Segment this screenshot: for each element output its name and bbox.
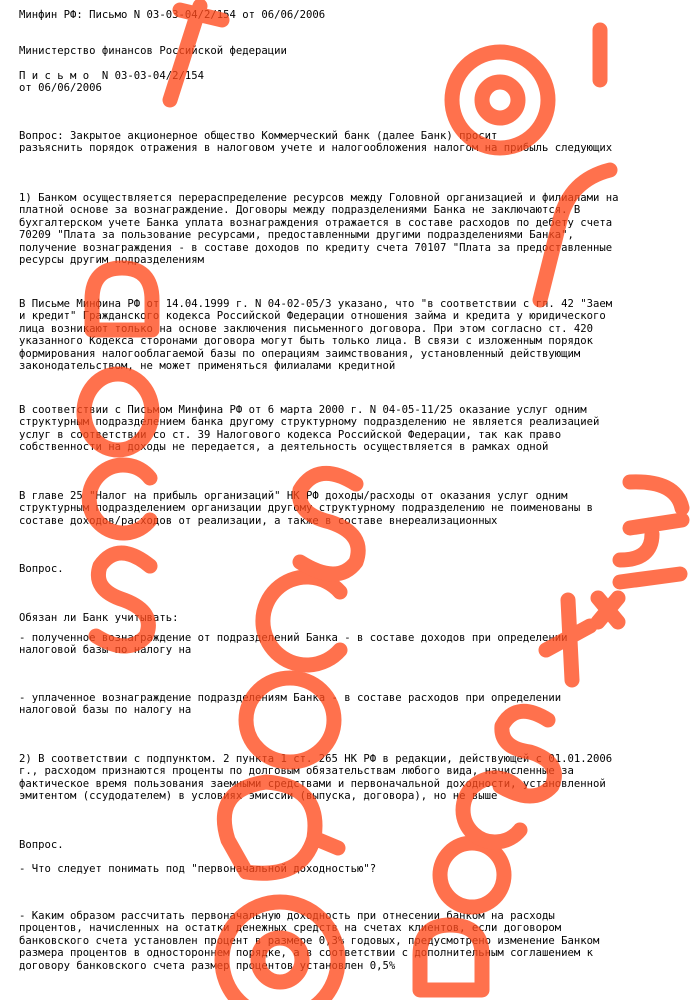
paragraph-line: Вопрос. <box>19 839 64 851</box>
letter-title: П и с ь м о N 03-03-04/2/154 <box>19 70 204 82</box>
watermark-letter-c2 <box>263 577 340 665</box>
paragraph-line: налоговой базы по налогу на <box>19 704 192 717</box>
paragraph-line: платной основе за вознаграждение. Договоры между подразделениями Банка не заключаются. В <box>19 204 581 217</box>
paragraph-line: эмитентом (ссудодателем) в условиях эмиссии (выпуска, договора), но не выше <box>19 790 498 803</box>
paragraph-line: лица возникают только на основе заключения письменного договора. При этом согласно ст. 420 <box>19 322 594 335</box>
paragraph-line: Вопрос: Закрытое акционерное общество Коммерческий банк (далее Банк) просит <box>19 130 498 142</box>
paragraph-line: структурным подразделением организации другому структурному подразделению не поименованы в <box>19 502 594 515</box>
paragraph-line: г., расходом признаются проценты по долговым обязательствам любого вида, начисленные за <box>19 765 574 778</box>
paragraph-line: - полученное вознаграждение от подразделений Банка - в составе доходов при определении <box>19 632 568 644</box>
paragraph-line: собственности на доходы не передается, а деятельность осуществляется в рамках одной <box>19 441 549 454</box>
paragraph-line: Обязан ли Банк учитывать: <box>19 612 179 624</box>
paragraph-line: составе доходов/расходов от реализации, а также в составе внереализационных <box>19 514 498 527</box>
paragraph-line: указанного Кодекса сторонами договора могут быть только лица. В связи с изложенным порядок <box>19 335 594 348</box>
paragraph-line: 70209 "Плата за пользование ресурсами, предоставленными другими подразделениями Банка", <box>19 229 574 242</box>
watermark-at-inner-top <box>482 82 518 118</box>
paragraph-line: В главе 25 "Налог на прибыль организаций" НК РФ доходы/расходы от оказания услуг одним <box>19 490 568 502</box>
paragraph-line: В соответствии с Письмом Минфина РФ от 6 марта 2000 г. N 04-05-11/25 оказание услуг одним <box>19 404 587 416</box>
paragraph-line: и кредит" Гражданского кодекса Российской Федерации отношения займа и кредита у юридического <box>19 310 606 323</box>
watermark-letter-o3 <box>440 843 504 907</box>
paragraph-line: банковского счета установлен процент в размере 0,3% годовых, предусмотрено изменение Банком <box>19 934 600 947</box>
paragraph-line: - уплаченное вознаграждение подразделениям Банка - в составе расходов при определении <box>19 692 562 704</box>
watermark-stroke-top-right <box>540 30 610 300</box>
paragraph-line: разъяснить порядок отражения в налоговом учете и налогообложения налогом на прибыль следующих <box>19 142 613 155</box>
paragraph-line: законодательством, не может применяться филиалами кредитной <box>19 360 396 372</box>
letter-date: от 06/06/2006 <box>19 82 102 94</box>
paragraph-line: бухгалтерском учете Банка уплата вознаграждения отражается в составе расходов по дебету счета <box>19 216 613 229</box>
watermark-letter-u <box>630 482 682 528</box>
paragraph-line: Вопрос. <box>19 563 64 575</box>
paragraph-line: - Каким образом рассчитать первоначальную доходность при отнесении банком на расходы <box>19 910 555 922</box>
paragraph-line: договору банковского счета размер процентов установлен 0,5% <box>19 959 396 972</box>
paragraph-line: В Письме Минфина РФ от 14.04.1999 г. N 04-02-05/3 указано, что "в соответствии с гл. 42 "Заем <box>19 298 613 310</box>
watermark-letter-r <box>620 534 680 582</box>
paragraph-line: 1) Банком осуществляется перераспределение ресурсов между Головной организацией и филиалами на <box>19 192 619 204</box>
paragraph-line: фактическое время пользования заемными средствами и первоначальной доходности, установленной <box>19 777 606 790</box>
ministry-name: Министерство финансов Российской федерации <box>19 45 287 57</box>
paragraph-line: размера процентов в одностороннем порядке, а в соответствии с дополнительным соглашением к <box>19 947 594 960</box>
paragraph-line: ресурсы другим подразделениям <box>19 254 204 266</box>
watermark-letter-o2 <box>246 678 334 762</box>
watermark-dot <box>598 598 618 622</box>
paragraph-line: 2) В соответствии с подпунктом. 2 пункта 1 ст. 265 НК РФ в редакции, действующей с 01.01.2006 <box>19 753 613 765</box>
paragraph-line: - Что следует понимать под "первоначальной доходностью"? <box>19 863 377 875</box>
paragraph-line: формирования налогооблагаемой базы по операциям заимствования, установленный действующим <box>19 347 581 360</box>
paragraph-line: структурным подразделением банка другому структурному подразделению не является реализацией <box>19 416 600 429</box>
paragraph-line: получение вознаграждения - в составе доходов по кредиту счета 70107 "Плата за предоставленные <box>19 241 613 254</box>
paragraph-line: налоговой базы по налогу на <box>19 644 192 657</box>
paragraph-line: услуг в соответствии со ст. 39 Налогового кодекса Российской Федерации, так как право <box>19 428 562 441</box>
paragraph-line: процентов, начисленных на остатки денежных средств на счетах клиентов, если договором <box>19 922 562 935</box>
document-header: Минфин РФ: Письмо N 03-03-04/2/154 от 06/06/2006 <box>19 9 326 21</box>
